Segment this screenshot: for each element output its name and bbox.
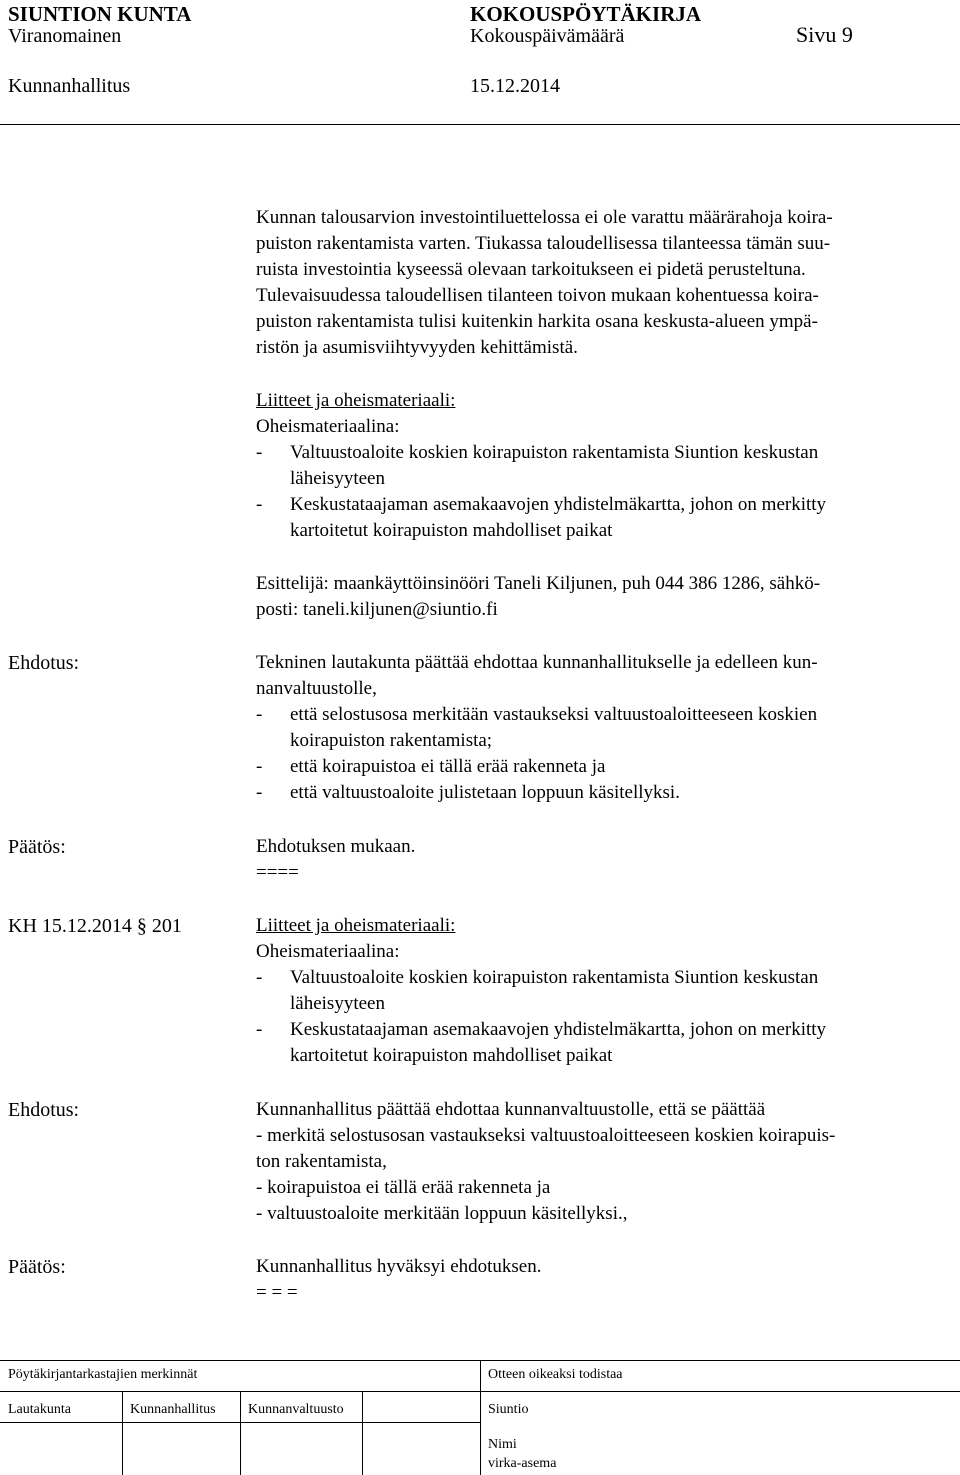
list-dash: - bbox=[256, 704, 263, 725]
proposal-line: ton rakentamista, bbox=[256, 1151, 387, 1172]
proposal-line: - valtuustoaloite merkitään loppuun käsitellyksi., bbox=[256, 1203, 628, 1224]
attachment-item-cont: kartoitetut koirapuiston mahdolliset paikat bbox=[290, 1045, 613, 1066]
footer-name-label: Nimi bbox=[488, 1437, 517, 1452]
meeting-date: 15.12.2014 bbox=[470, 75, 560, 97]
authority-label: Viranomainen bbox=[8, 25, 122, 47]
proposal-line: Tekninen lautakunta päättää ehdottaa kunnanhallitukselle ja edelleen kun- bbox=[256, 652, 818, 673]
proposal-item-cont: koirapuiston rakentamista; bbox=[290, 730, 493, 751]
list-dash: - bbox=[256, 494, 263, 515]
footer-reviewers-title: Pöytäkirjantarkastajien merkinnät bbox=[8, 1367, 198, 1382]
municipality-name: SIUNTION KUNTA bbox=[8, 2, 192, 26]
list-dash: - bbox=[256, 442, 263, 463]
list-dash: - bbox=[256, 967, 263, 988]
footer-col-divider bbox=[122, 1391, 123, 1475]
presenter-line: posti: taneli.kiljunen@siuntio.fi bbox=[256, 599, 498, 620]
attachments-heading: Liitteet ja oheismateriaali: bbox=[256, 390, 456, 411]
proposal-item: että valtuustoaloite julistetaan loppuun käsitellyksi. bbox=[290, 782, 680, 803]
header-divider bbox=[0, 124, 960, 125]
page-number: Sivu 9 bbox=[796, 22, 853, 47]
footer-col-divider bbox=[362, 1391, 363, 1475]
proposal-item: että selostusosa merkitään vastaukseksi valtuustoaloitteeseen koskien bbox=[290, 704, 818, 725]
intro-line: puiston rakentamista varten. Tiukassa taloudellisessa tilanteessa tämän suu- bbox=[256, 233, 831, 254]
authority: Kunnanhallitus bbox=[8, 75, 131, 97]
attachment-item-cont: kartoitetut koirapuiston mahdolliset paikat bbox=[290, 520, 613, 541]
proposal-line: Kunnanhallitus päättää ehdottaa kunnanvaltuustolle, että se päättää bbox=[256, 1099, 766, 1120]
attachment-item: Valtuustoaloite koskien koirapuiston rakentamista Siuntion keskustan bbox=[290, 442, 819, 463]
intro-line: puiston rakentamista tulisi kuitenkin harkita osana keskusta-alueen ympä- bbox=[256, 311, 818, 332]
footer-center-divider bbox=[480, 1360, 481, 1475]
decision-label: Päätös: bbox=[8, 1256, 66, 1278]
list-dash: - bbox=[256, 782, 263, 803]
attachment-item: Valtuustoaloite koskien koirapuiston rakentamista Siuntion keskustan bbox=[290, 967, 819, 988]
intro-line: ruista investointia kyseessä olevaan tarkoitukseen ei pidetä perusteltuna. bbox=[256, 259, 806, 280]
footer-col-lautakunta: Lautakunta bbox=[8, 1402, 71, 1417]
list-dash: - bbox=[256, 756, 263, 777]
end-mark: = = = bbox=[256, 1282, 298, 1303]
proposal-label: Ehdotus: bbox=[8, 1099, 80, 1121]
kh-date: KH 15.12.2014 bbox=[8, 915, 132, 937]
proposal-line: nanvaltuustolle, bbox=[256, 678, 377, 699]
footer-col-divider bbox=[240, 1391, 241, 1475]
footer-place: Siuntio bbox=[488, 1402, 529, 1417]
decision-text: Kunnanhallitus hyväksyi ehdotuksen. bbox=[256, 1256, 542, 1277]
meeting-date-label: Kokouspäivämäärä bbox=[470, 25, 625, 47]
intro-line: ristön ja asumisviihtyvyyden kehittämistä. bbox=[256, 337, 578, 358]
attachments-subheading: Oheismateriaalina: bbox=[256, 416, 400, 437]
intro-line: Kunnan talousarvion investointiluettelossa ei ole varattu määrärahoja koira- bbox=[256, 207, 833, 228]
attachments-heading: Liitteet ja oheismateriaali: bbox=[256, 915, 456, 936]
attachment-item-cont: läheisyyteen bbox=[290, 993, 385, 1014]
end-mark: ==== bbox=[256, 862, 299, 883]
document-type: KOKOUSPÖYTÄKIRJA bbox=[470, 2, 702, 26]
footer-certify-title: Otteen oikeaksi todistaa bbox=[488, 1367, 623, 1382]
footer-col-kunnanhallitus: Kunnanhallitus bbox=[130, 1402, 216, 1417]
proposal-line: - koirapuistoa ei tällä erää rakenneta ja bbox=[256, 1177, 551, 1198]
intro-line: Tulevaisuudessa taloudellisen tilanteen toivon mukaan kohentuessa koira- bbox=[256, 285, 819, 306]
decision-label: Päätös: bbox=[8, 836, 66, 858]
footer-col-kunnanvaltuusto: Kunnanvaltuusto bbox=[248, 1402, 344, 1417]
attachment-item-cont: läheisyyteen bbox=[290, 468, 385, 489]
proposal-item: että koirapuistoa ei tällä erää rakenneta ja bbox=[290, 756, 606, 777]
attachments-subheading: Oheismateriaalina: bbox=[256, 941, 400, 962]
footer-position-label: virka-asema bbox=[488, 1456, 557, 1471]
decision-text: Ehdotuksen mukaan. bbox=[256, 836, 416, 857]
attachment-item: Keskustataajaman asemakaavojen yhdistelmäkartta, johon on merkitty bbox=[290, 494, 827, 515]
proposal-label: Ehdotus: bbox=[8, 652, 80, 674]
footer-row-divider bbox=[0, 1391, 960, 1392]
presenter-line: Esittelijä: maankäyttöinsinööri Taneli Kiljunen, puh 044 386 1286, sähkö- bbox=[256, 573, 821, 594]
attachment-item: Keskustataajaman asemakaavojen yhdistelmäkartta, johon on merkitty bbox=[290, 1019, 827, 1040]
section-mark: § bbox=[136, 915, 147, 937]
section-number: 201 bbox=[151, 915, 182, 937]
proposal-line: - merkitä selostusosan vastaukseksi valtuustoaloitteeseen koskien koirapuis- bbox=[256, 1125, 836, 1146]
list-dash: - bbox=[256, 1019, 263, 1040]
kh-reference bbox=[8, 915, 182, 938]
